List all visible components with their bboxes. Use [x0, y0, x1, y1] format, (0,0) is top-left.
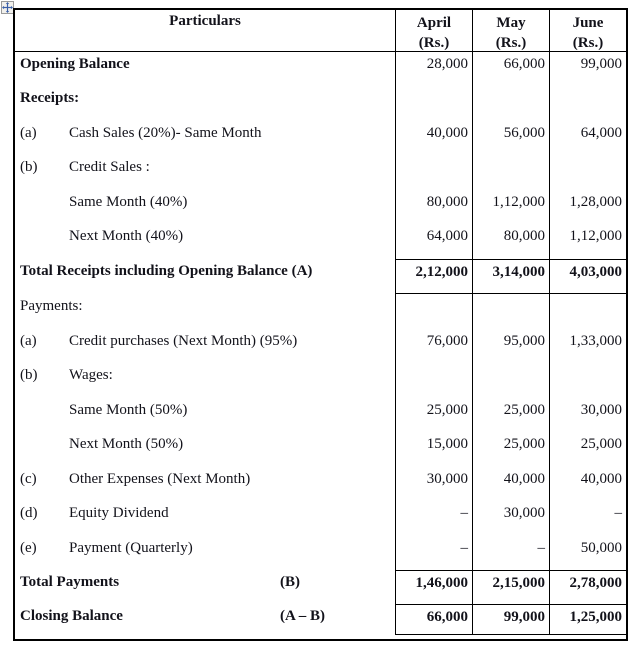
table-row-total-receipts [15, 259, 626, 294]
cell-april: 25,000 [395, 398, 472, 432]
table-row-credit-sales-next-month [15, 224, 626, 259]
row-label [15, 329, 395, 363]
row-label [15, 570, 395, 604]
table-bottom-strip [15, 634, 626, 639]
row-label: Next Month (50%) [69, 436, 184, 452]
header-april-unit: (Rs.) [418, 35, 450, 51]
header-april [395, 10, 472, 51]
table-row-receipts-heading [15, 86, 626, 121]
header-april-month: April [416, 15, 452, 31]
cell-april: 1,46,000 [395, 570, 472, 604]
cell-april: 2,12,000 [395, 259, 472, 294]
cell-april [395, 86, 472, 121]
cash-budget-table [13, 8, 628, 641]
table-row-payment-quarterly [15, 536, 626, 570]
cell-april: – [395, 501, 472, 536]
row-index: (b) [20, 367, 38, 383]
header-june-month: June [572, 15, 604, 31]
row-ref: (A – B) [280, 608, 325, 624]
table-row-wages-same-month [15, 398, 626, 432]
cell-april: 80,000 [395, 190, 472, 224]
header-particulars: Particulars [169, 13, 241, 29]
row-label [15, 155, 395, 190]
table-row-other-expenses [15, 467, 626, 501]
table-row-wages-next-month [15, 432, 626, 467]
cell-may: 95,000 [472, 329, 549, 363]
cell-may: 56,000 [472, 121, 549, 155]
row-index: (c) [20, 471, 37, 487]
cell-may: – [472, 536, 549, 570]
cell-may: 80,000 [472, 224, 549, 259]
row-label: Payments: [20, 298, 83, 314]
cell-june: 30,000 [549, 398, 626, 432]
row-ref: (B) [280, 574, 300, 590]
cell-may: 40,000 [472, 467, 549, 501]
cell-may [472, 155, 549, 190]
strip-spacer [15, 634, 395, 639]
cell-june [549, 294, 626, 329]
table-row-opening-balance [15, 52, 626, 86]
cell-may: 25,000 [472, 432, 549, 467]
cell-june: 4,03,000 [549, 259, 626, 294]
row-index: (b) [20, 159, 38, 175]
four-arrow-move-icon [2, 2, 13, 13]
row-label: Same Month (50%) [69, 402, 188, 418]
cell-june: 1,12,000 [549, 224, 626, 259]
row-label: Total Receipts including Opening Balance (A) [20, 263, 313, 279]
row-label [15, 604, 395, 634]
cell-june [549, 363, 626, 398]
cell-june: 25,000 [549, 432, 626, 467]
row-label: Next Month (40%) [69, 228, 184, 244]
cell-may: 2,15,000 [472, 570, 549, 604]
table-row-credit-purchases [15, 329, 626, 363]
cell-june [549, 155, 626, 190]
header-june [549, 10, 626, 51]
cell-june: 50,000 [549, 536, 626, 570]
row-label [15, 536, 395, 570]
row-label [15, 363, 395, 398]
cell-june: 1,28,000 [549, 190, 626, 224]
row-label [15, 467, 395, 501]
row-label: Opening Balance [20, 56, 130, 72]
cell-may: 99,000 [472, 604, 549, 634]
row-label: Receipts: [20, 90, 80, 106]
cell-may: 30,000 [472, 501, 549, 536]
row-label-text: Payment (Quarterly) [69, 540, 193, 556]
header-may [472, 10, 549, 51]
row-label [15, 501, 395, 536]
row-index: (a) [20, 333, 37, 349]
table-row-closing-balance [15, 604, 626, 634]
cell-april: 76,000 [395, 329, 472, 363]
cell-june: 1,25,000 [549, 604, 626, 634]
cell-may: 25,000 [472, 398, 549, 432]
row-label: Same Month (40%) [69, 194, 188, 210]
cell-may: 66,000 [472, 52, 549, 86]
cell-april: 40,000 [395, 121, 472, 155]
cell-april [395, 363, 472, 398]
table-row-cash-sales [15, 121, 626, 155]
row-index: (d) [20, 505, 38, 521]
row-label-text: Total Payments [20, 574, 120, 590]
row-label-text: Credit Sales : [69, 159, 150, 175]
cell-june: 99,000 [549, 52, 626, 86]
row-label-text: Other Expenses (Next Month) [69, 471, 251, 487]
header-may-month: May [496, 15, 526, 31]
cell-may [472, 363, 549, 398]
row-label-text: Wages: [69, 367, 113, 383]
row-label-text: Closing Balance [20, 608, 123, 624]
row-label [15, 121, 395, 155]
cell-april [395, 294, 472, 329]
cell-april: 15,000 [395, 432, 472, 467]
cell-april [395, 155, 472, 190]
table-row-wages-heading [15, 363, 626, 398]
row-label-text: Cash Sales (20%)- Same Month [69, 125, 262, 141]
cell-may [472, 294, 549, 329]
row-label-text: Equity Dividend [69, 505, 169, 521]
table-header-row [15, 10, 626, 52]
cell-april: 66,000 [395, 604, 472, 634]
cell-may: 3,14,000 [472, 259, 549, 294]
row-index: (a) [20, 125, 37, 141]
row-label-text: Credit purchases (Next Month) (95%) [69, 333, 298, 349]
table-row-credit-sales-heading [15, 155, 626, 190]
cell-june: 2,78,000 [549, 570, 626, 604]
cell-june: 64,000 [549, 121, 626, 155]
table-row-credit-sales-same-month [15, 190, 626, 224]
cell-may [472, 86, 549, 121]
cell-april: 30,000 [395, 467, 472, 501]
table-row-payments-heading [15, 294, 626, 329]
row-index: (e) [20, 540, 37, 556]
cell-june [549, 86, 626, 121]
cell-may: 1,12,000 [472, 190, 549, 224]
cell-june: 40,000 [549, 467, 626, 501]
cell-june: – [549, 501, 626, 536]
cell-april: 64,000 [395, 224, 472, 259]
table-row-equity-dividend [15, 501, 626, 536]
header-may-unit: (Rs.) [495, 35, 527, 51]
cell-june: 1,33,000 [549, 329, 626, 363]
table-row-total-payments [15, 570, 626, 604]
header-june-unit: (Rs.) [572, 35, 604, 51]
cell-april: – [395, 536, 472, 570]
strip-value-columns-cap [395, 634, 626, 639]
cell-april: 28,000 [395, 52, 472, 86]
